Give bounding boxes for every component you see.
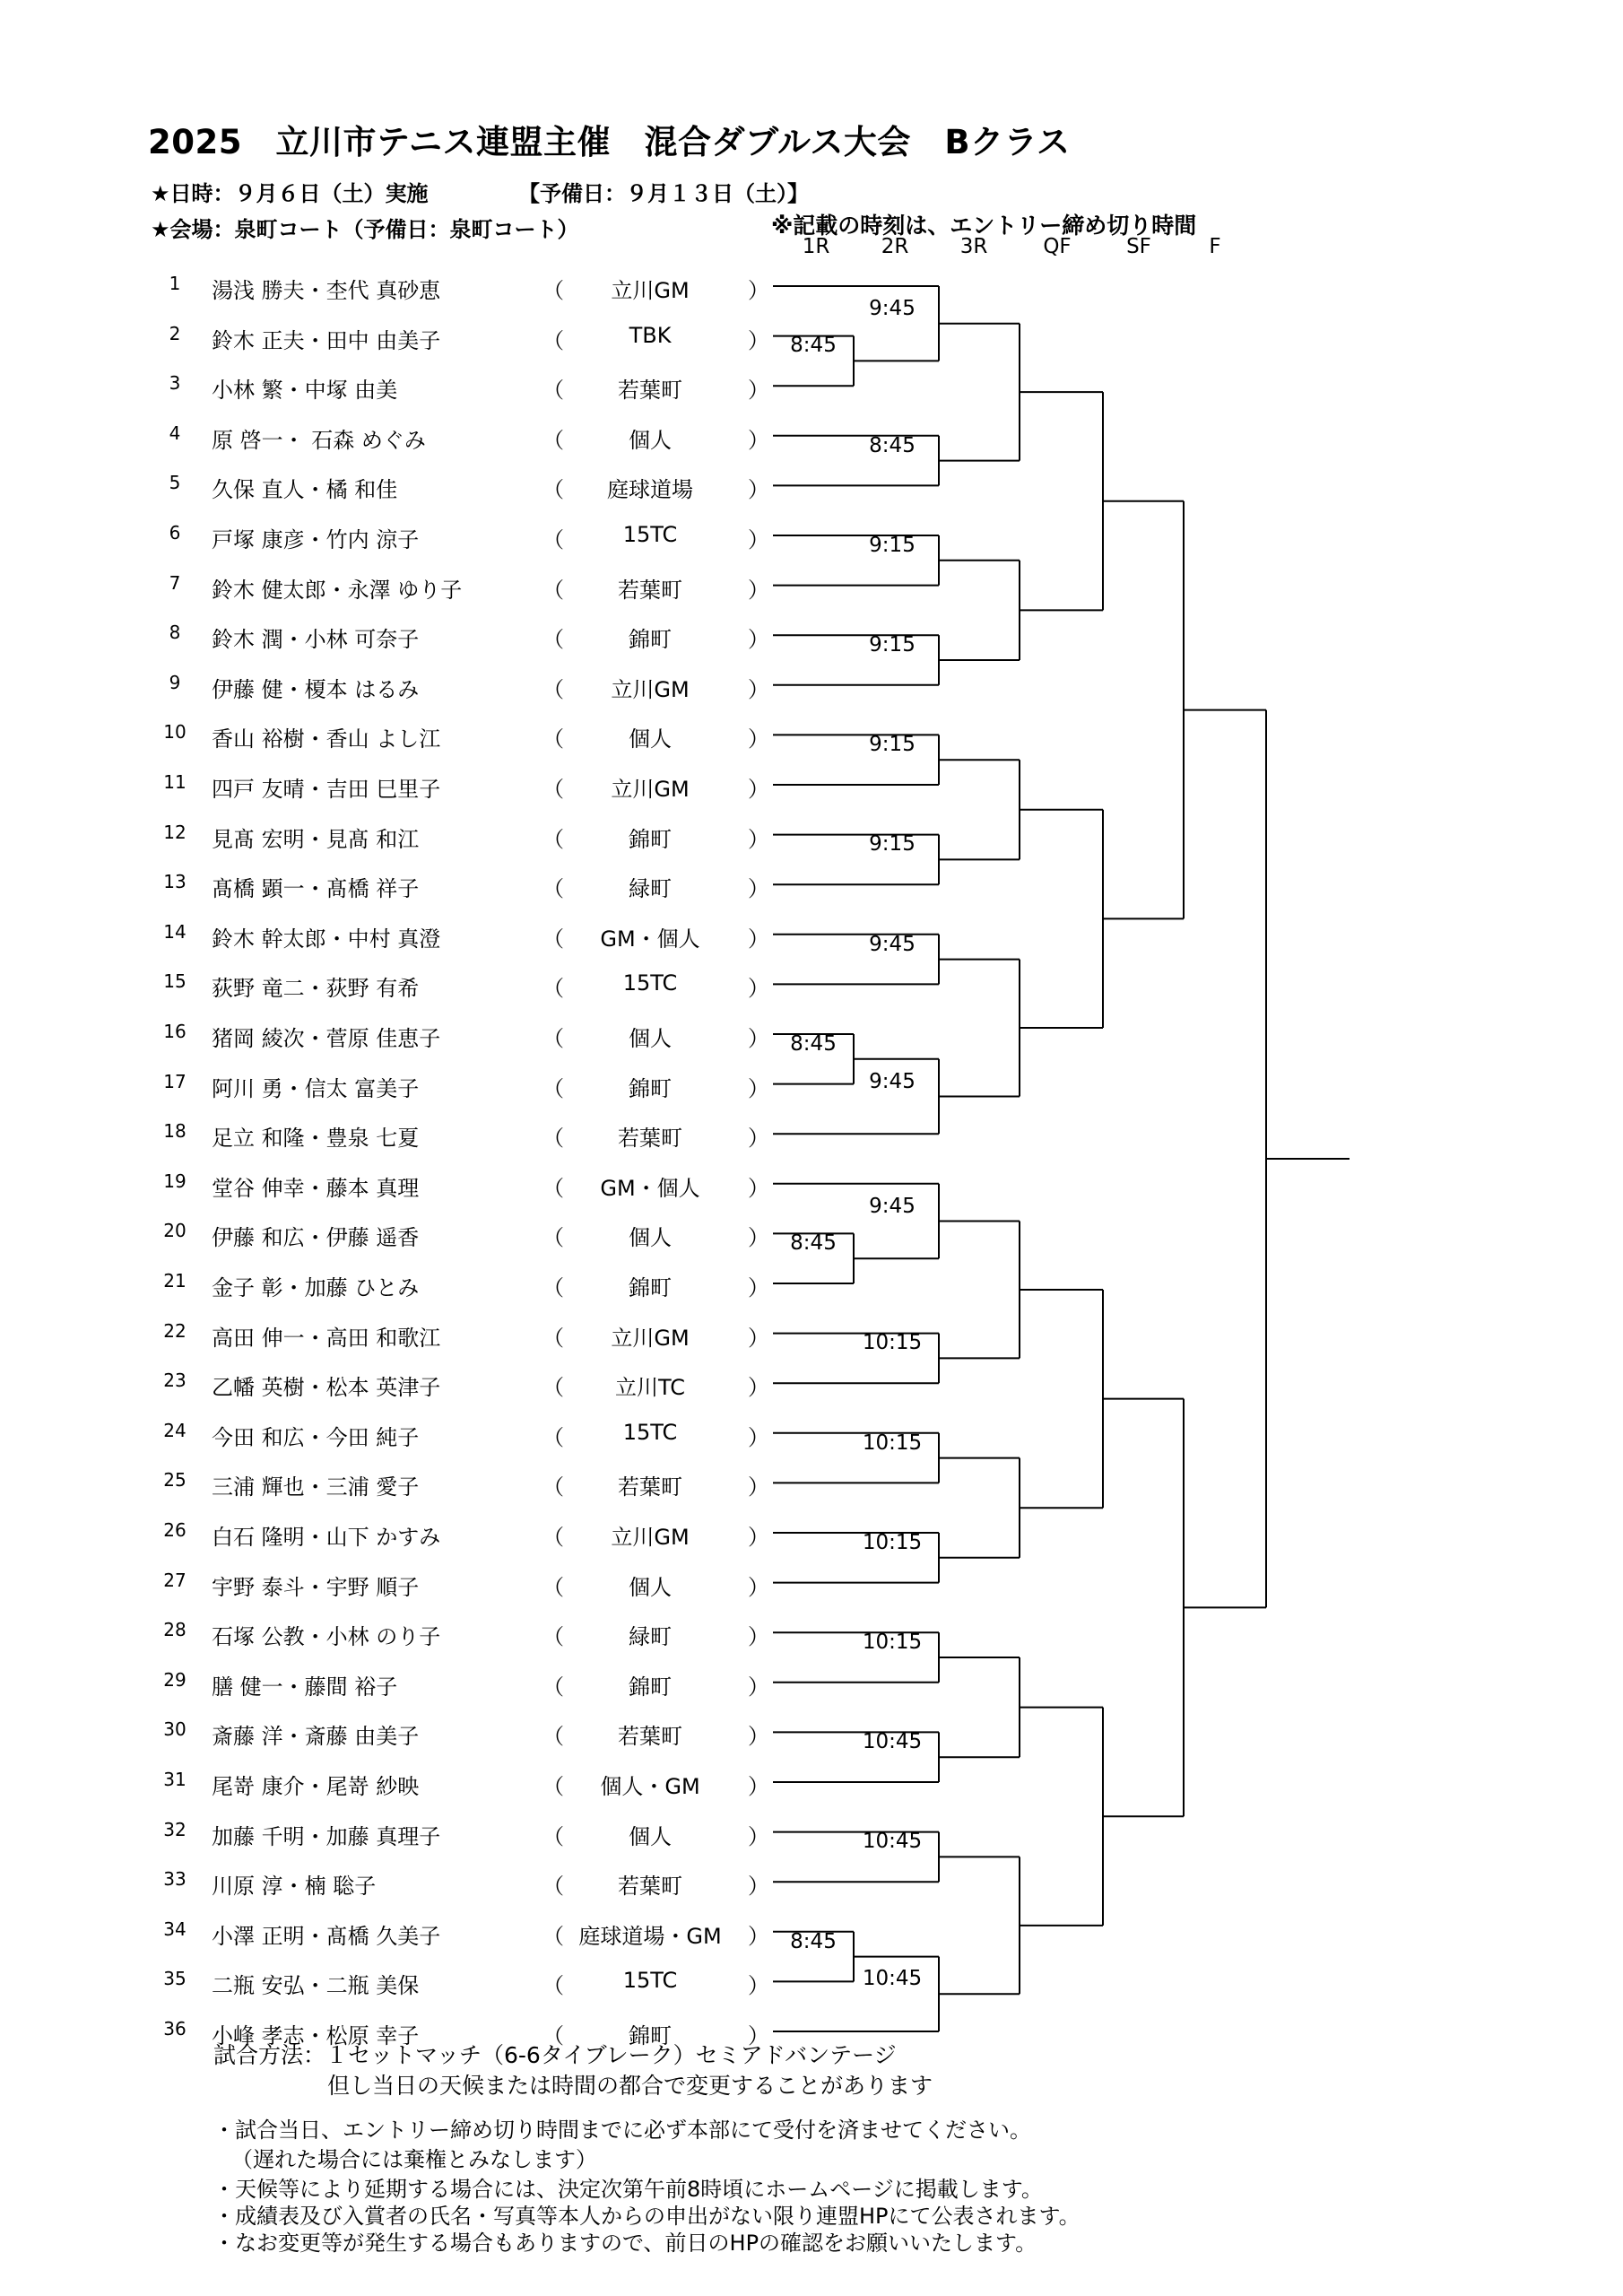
match-time: 8:45 — [790, 1231, 837, 1256]
entry-number: 12 — [163, 821, 187, 843]
paren-open: （ — [542, 1624, 564, 1650]
paren-close: ） — [748, 1973, 769, 1999]
reserve-date: 【予備日：９月１３日（土）】 — [518, 181, 809, 206]
entry-club: 立川GM — [611, 777, 690, 802]
entry-names: 小峰 孝志・松原 幸子 — [212, 2023, 420, 2048]
match-time: 9:45 — [869, 1069, 916, 1093]
entry-club: 個人・GM — [600, 1774, 700, 1799]
entry-names: 久保 直人・橘 和佳 — [212, 477, 398, 503]
entry-number: 35 — [163, 1968, 187, 1990]
paren-close: ） — [748, 726, 769, 752]
entry-number: 34 — [163, 1918, 187, 1940]
round-header-2r: 2R — [881, 235, 909, 258]
entry-number: 19 — [163, 1170, 187, 1192]
event-date: ★日時：９月６日（土）実施 — [151, 181, 429, 206]
entry-number: 33 — [163, 1868, 187, 1891]
paren-open: （ — [542, 1175, 564, 1201]
match-time: 9:45 — [869, 932, 916, 956]
entry-club: 個人 — [629, 1026, 672, 1051]
note-line: （遅れた場合には棄権とみなします） — [231, 2147, 597, 2172]
paren-open: （ — [542, 477, 564, 503]
entry-club: 緑町 — [629, 1624, 672, 1650]
match-time: 9:15 — [869, 733, 916, 757]
match-time: 8:45 — [790, 1929, 837, 1953]
paren-open: （ — [542, 427, 564, 453]
entry-club: 個人 — [629, 1574, 672, 1600]
paren-close: ） — [748, 527, 769, 552]
entry-number: 3 — [169, 372, 181, 395]
entry-number: 13 — [163, 871, 187, 893]
time-note: ※記載の時刻は、エントリー締め切り時間 — [771, 213, 1197, 239]
paren-open: （ — [542, 1325, 564, 1351]
entry-number: 16 — [163, 1021, 187, 1042]
entry-names: 加藤 千明・加藤 真理子 — [212, 1823, 441, 1849]
entry-number: 32 — [163, 1818, 187, 1840]
entry-club: 立川GM — [611, 278, 690, 303]
paren-open: （ — [542, 1275, 564, 1300]
entry-names: 原 啓一・ 石森 めぐみ — [212, 427, 426, 453]
entry-number: 26 — [163, 1519, 187, 1541]
paren-close: ） — [748, 1923, 769, 1949]
entry-names: 香山 裕樹・香山 よし江 — [212, 726, 441, 752]
match-time: 8:45 — [790, 1031, 837, 1056]
match-time: 10:15 — [862, 1530, 923, 1554]
entry-club: 立川GM — [611, 676, 690, 702]
paren-close: ） — [748, 1424, 769, 1450]
entry-number: 15 — [163, 970, 187, 993]
entry-club: 15TC — [622, 522, 678, 547]
paren-open: （ — [542, 278, 564, 303]
paren-open: （ — [542, 627, 564, 653]
paren-open: （ — [542, 777, 564, 802]
match-time: 9:15 — [869, 832, 916, 857]
paren-open: （ — [542, 2023, 564, 2048]
match-time: 10:15 — [862, 1331, 923, 1355]
round-header-1r: 1R — [802, 235, 830, 258]
entry-club: TBK — [629, 322, 672, 348]
paren-close: ） — [748, 1126, 769, 1152]
paren-open: （ — [542, 976, 564, 1002]
entry-names: 足立 和隆・豊泉 七夏 — [212, 1126, 420, 1152]
paren-close: ） — [748, 1275, 769, 1300]
page-title: 2025 立川市テニス連盟主催 混合ダブルス大会 Bクラス — [148, 123, 1071, 161]
entry-number: 17 — [163, 1070, 187, 1092]
entry-club: GM・個人 — [600, 926, 700, 952]
entry-names: 湯浅 勝夫・杢代 真砂恵 — [212, 278, 441, 303]
paren-open: （ — [542, 378, 564, 404]
entry-number: 10 — [163, 721, 187, 744]
match-time: 10:45 — [862, 1830, 923, 1854]
entry-number: 11 — [163, 771, 187, 793]
entry-club: 15TC — [622, 1968, 678, 1994]
entry-club: 15TC — [622, 1419, 678, 1445]
entry-club: 錦町 — [629, 826, 672, 852]
paren-open: （ — [542, 527, 564, 552]
entry-names: 四戸 友晴・吉田 巳里子 — [212, 777, 441, 802]
match-time: 9:15 — [869, 633, 916, 657]
paren-close: ） — [748, 1874, 769, 1900]
paren-close: ） — [748, 278, 769, 303]
paren-close: ） — [748, 1375, 769, 1401]
entry-number: 2 — [169, 322, 181, 344]
entry-number: 14 — [163, 920, 187, 943]
entry-number: 23 — [163, 1370, 187, 1392]
paren-open: （ — [542, 1126, 564, 1152]
entry-names: 小林 繁・中塚 由美 — [212, 378, 398, 404]
entry-club: 錦町 — [629, 1275, 672, 1300]
paren-open: （ — [542, 1424, 564, 1450]
entry-names: 高田 伸一・高田 和歌江 — [212, 1325, 441, 1351]
paren-close: ） — [748, 676, 769, 702]
paren-open: （ — [542, 1724, 564, 1750]
paren-open: （ — [542, 1774, 564, 1799]
paren-close: ） — [748, 427, 769, 453]
match-time: 8:45 — [790, 334, 837, 358]
entry-names: 川原 淳・楠 聡子 — [212, 1874, 377, 1900]
paren-close: ） — [748, 976, 769, 1002]
entry-number: 8 — [169, 622, 181, 644]
entry-names: 戸塚 康彦・竹内 涼子 — [212, 527, 420, 552]
paren-open: （ — [542, 876, 564, 902]
entry-club: 錦町 — [629, 1075, 672, 1101]
entry-names: 膳 健一・藤間 裕子 — [212, 1674, 398, 1700]
paren-close: ） — [748, 1624, 769, 1650]
paren-open: （ — [542, 1874, 564, 1900]
entry-names: 三浦 輝也・三浦 愛子 — [212, 1474, 420, 1500]
match-time: 9:45 — [869, 1194, 916, 1218]
paren-open: （ — [542, 1026, 564, 1051]
paren-close: ） — [748, 627, 769, 653]
paren-open: （ — [542, 1923, 564, 1949]
paren-close: ） — [748, 1823, 769, 1849]
paren-close: ） — [748, 1674, 769, 1700]
entry-number: 30 — [163, 1718, 187, 1741]
entry-club: 庭球道場 — [607, 477, 693, 503]
paren-open: （ — [542, 577, 564, 603]
entry-names: 石塚 公教・小林 のり子 — [212, 1624, 441, 1650]
entry-names: 阿川 勇・信太 富美子 — [212, 1075, 420, 1101]
paren-close: ） — [748, 1325, 769, 1351]
match-time: 9:45 — [869, 296, 916, 320]
match-time: 10:15 — [862, 1431, 923, 1455]
entry-club: 個人 — [629, 1823, 672, 1849]
entry-names: 鈴木 正夫・田中 由美子 — [212, 327, 441, 353]
entry-names: 宇野 泰斗・宇野 順子 — [212, 1574, 420, 1600]
paren-open: （ — [542, 1375, 564, 1401]
paren-close: ） — [748, 1474, 769, 1500]
match-time: 10:45 — [862, 1967, 923, 1991]
entry-club: 若葉町 — [618, 1724, 682, 1750]
paren-close: ） — [748, 876, 769, 902]
entry-names: 堂谷 伸幸・藤本 真理 — [212, 1175, 420, 1201]
entry-number: 18 — [163, 1120, 187, 1143]
match-rules-note: 但し当日の天候または時間の都合で変更することがあります — [327, 2073, 933, 2099]
match-time: 9:15 — [869, 533, 916, 557]
paren-close: ） — [748, 1026, 769, 1051]
entry-club: 緑町 — [629, 876, 672, 902]
entry-names: 斎藤 洋・斎藤 由美子 — [212, 1724, 420, 1750]
match-time: 10:15 — [862, 1631, 923, 1654]
entry-club: 15TC — [622, 970, 678, 996]
entry-club: 錦町 — [629, 2023, 672, 2048]
paren-open: （ — [542, 327, 564, 353]
paren-open: （ — [542, 1075, 564, 1101]
entry-number: 6 — [169, 522, 181, 544]
entry-club: 個人 — [629, 726, 672, 752]
paren-close: ） — [748, 2023, 769, 2048]
entry-club: 個人 — [629, 1225, 672, 1251]
entry-club: 個人 — [629, 427, 672, 453]
entry-number: 9 — [169, 671, 181, 693]
entry-club: 若葉町 — [618, 577, 682, 603]
paren-open: （ — [542, 1474, 564, 1500]
entry-club: 庭球道場・GM — [578, 1923, 722, 1949]
paren-close: ） — [748, 777, 769, 802]
entry-names: 猪岡 綾次・菅原 佳恵子 — [212, 1026, 441, 1051]
entry-number: 4 — [169, 422, 181, 444]
entry-number: 24 — [163, 1419, 187, 1441]
entry-club: 若葉町 — [618, 378, 682, 404]
entry-club: 立川TC — [614, 1375, 685, 1401]
note-line: ・成績表及び入賞者の氏名・写真等本人からの申出がない限り連盟HPにて公表されます。 — [213, 2204, 1081, 2229]
entry-names: 鈴木 幹太郎・中村 真澄 — [212, 926, 441, 952]
paren-open: （ — [542, 1525, 564, 1550]
entry-club: 錦町 — [629, 627, 672, 653]
entry-number: 29 — [163, 1668, 187, 1691]
paren-open: （ — [542, 1674, 564, 1700]
note-line: ・試合当日、エントリー締め切り時間までに必ず本部にて受付を済ませてください。 — [213, 2118, 1031, 2143]
entry-names: 鈴木 健太郎・永澤 ゆり子 — [212, 577, 463, 603]
entry-number: 1 — [169, 273, 181, 294]
entry-number: 21 — [163, 1270, 187, 1292]
paren-close: ） — [748, 1175, 769, 1201]
paren-open: （ — [542, 1225, 564, 1251]
entry-names: 伊藤 健・榎本 はるみ — [212, 676, 420, 702]
entry-names: 髙橋 顕一・髙橋 祥子 — [212, 876, 420, 902]
entry-number: 28 — [163, 1619, 187, 1641]
entry-names: 見髙 宏明・見髙 和江 — [212, 826, 420, 852]
entry-names: 乙幡 英樹・松本 英津子 — [212, 1375, 441, 1401]
entry-number: 22 — [163, 1319, 187, 1342]
paren-open: （ — [542, 826, 564, 852]
note-line: ・なお変更等が発生する場合もありますので、前日のHPの確認をお願いいたします。 — [213, 2231, 1037, 2256]
entry-names: 鈴木 潤・小林 可奈子 — [212, 627, 420, 653]
entry-club: 若葉町 — [618, 1126, 682, 1152]
entry-number: 25 — [163, 1469, 187, 1492]
note-line: ・天候等により延期する場合には、決定次第午前8時頃にホームページに掲載します。 — [213, 2177, 1043, 2202]
paren-close: ） — [748, 826, 769, 852]
entry-club: 立川GM — [611, 1325, 690, 1351]
entry-club: 若葉町 — [618, 1874, 682, 1900]
entry-number: 7 — [169, 571, 181, 594]
venue: ★会場：泉町コート（予備日：泉町コート） — [151, 217, 579, 242]
round-header-3r: 3R — [959, 235, 988, 258]
entry-names: 小澤 正明・髙橋 久美子 — [212, 1923, 441, 1949]
paren-close: ） — [748, 1724, 769, 1750]
entry-club: 立川GM — [611, 1525, 690, 1550]
entry-names: 尾嵜 康介・尾嵜 紗映 — [212, 1774, 420, 1799]
paren-open: （ — [542, 1973, 564, 1999]
paren-open: （ — [542, 1823, 564, 1849]
paren-close: ） — [748, 577, 769, 603]
round-header-qf: QF — [1043, 235, 1072, 258]
match-time: 10:45 — [862, 1730, 923, 1754]
paren-close: ） — [748, 1075, 769, 1101]
round-header-f: F — [1209, 235, 1221, 258]
entry-number: 20 — [163, 1220, 187, 1242]
paren-close: ） — [748, 1525, 769, 1550]
paren-close: ） — [748, 1774, 769, 1799]
paren-close: ） — [748, 327, 769, 353]
entry-number: 5 — [169, 472, 181, 494]
round-header-sf: SF — [1126, 235, 1151, 258]
entry-names: 金子 彰・加藤 ひとみ — [212, 1275, 420, 1300]
entry-club: 若葉町 — [618, 1474, 682, 1500]
paren-close: ） — [748, 378, 769, 404]
match-time: 8:45 — [869, 433, 916, 457]
entry-names: 今田 和広・今田 純子 — [212, 1424, 420, 1450]
paren-close: ） — [748, 926, 769, 952]
entry-names: 二瓶 安弘・二瓶 美保 — [212, 1973, 420, 1999]
entry-names: 荻野 竜二・荻野 有希 — [212, 976, 420, 1002]
paren-close: ） — [748, 1574, 769, 1600]
entry-names: 白石 隆明・山下 かすみ — [212, 1525, 441, 1550]
entry-number: 27 — [163, 1569, 187, 1591]
entry-club: 錦町 — [629, 1674, 672, 1700]
entry-names: 伊藤 和広・伊藤 遥香 — [212, 1225, 420, 1251]
paren-open: （ — [542, 676, 564, 702]
paren-open: （ — [542, 726, 564, 752]
paren-open: （ — [542, 926, 564, 952]
paren-close: ） — [748, 1225, 769, 1251]
entry-number: 36 — [163, 2018, 187, 2039]
entry-club: GM・個人 — [600, 1175, 700, 1201]
entry-number: 31 — [163, 1769, 187, 1790]
paren-open: （ — [542, 1574, 564, 1600]
paren-close: ） — [748, 477, 769, 503]
match-rules: 試合方法：１セットマッチ（6-6タイブレーク）セミアドバンテージ — [213, 2042, 897, 2068]
